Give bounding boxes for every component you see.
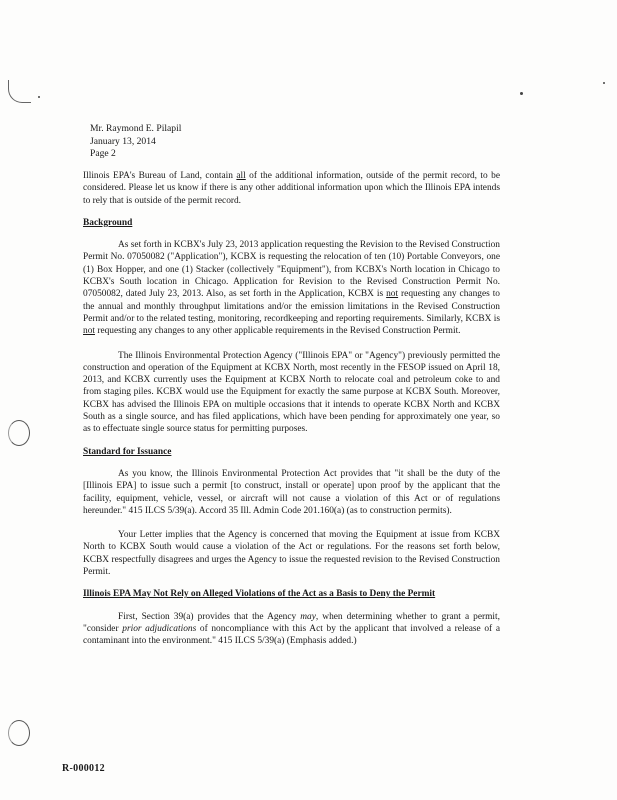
- scan-corner-mark: [8, 80, 31, 103]
- section-heading-background: Background: [83, 217, 133, 228]
- intro-paragraph: Illinois EPA's Bureau of Land, contain all of the additional information, outside of the permit record, to be considered. Please let us know if there is any other additional information upon which the Illinois EPA intends to rely that is outside of the permit record.: [83, 171, 500, 206]
- punch-hole-mark: [8, 720, 30, 746]
- letter-header: [90, 123, 181, 161]
- section-heading-violations: Illinois EPA May Not Rely on Alleged Violations of the Act as a Basis to Deny the Permit: [83, 589, 436, 600]
- scan-speck: [38, 96, 40, 98]
- scan-speck: [603, 82, 605, 84]
- letter-date: January 13, 2014: [90, 135, 156, 147]
- scan-speck: [520, 92, 523, 95]
- recipient-name: Mr. Raymond E. Pilapil: [90, 123, 182, 134]
- standard-paragraph-1: As you know, the Illinois Environmental Protection Act provides that "it shall be the duty of the [Illinois EPA] to issue such a permit [to construct, install or operate] upon proof by the applicant that the facility, equipment, vehicle, vessel, or aircraft will not cause a violation of this Act or of regulations hereunder." 415 ILCS 5/39(a). Accord 35 Ill. Admin Code 201.160(a) (as to construction permits).: [83, 468, 500, 516]
- standard-paragraph-2: Your Letter implies that the Agency is concerned that moving the Equipment at issue from KCBX North to KCBX South would cause a violation of the Act or regulations. For the reasons set forth below, KCBX respectfully disagrees and urges the Agency to issue the requested revision to the Revised Construction Permit.: [83, 530, 500, 578]
- bates-number: R-000012: [62, 763, 105, 774]
- background-paragraph-2: The Illinois Environmental Protection Agency ("Illinois EPA" or "Agency") previously permitted the construction and operation of the Equipment at KCBX North, most recently in the FESOP issued on April 18, 2013, and KCBX currently uses the Equipment at KCBX North to relocate coal and petroleum coke to and from staging piles. KCBX would use the Equipment for exactly the same purpose at KCBX South. Moreover, KCBX has advised the Illinois EPA on multiple occasions that it intends to operate KCBX North and KCBX South as a single source, and has filed applications, which have been pending for approximately one year, so as to effectuate single source status for permitting purposes.: [83, 350, 500, 435]
- section-heading-standard: Standard for Issuance: [83, 446, 172, 457]
- violations-paragraph-1: First, Section 39(a) provides that the Agency may, when determining whether to grant a permit, "consider prior adjudications of noncompliance with this Act by the applicant that involved a release of a contaminant into the environment." 415 ILCS 5/39(a) (Emphasis added.): [83, 611, 500, 647]
- background-paragraph-1: As set forth in KCBX's July 23, 2013 application requesting the Revision to the Revised Construction Permit No. 07050082 ("Application"), KCBX is requesting the relocation of ten (10) Portable Conveyors, one (1) Box Hopper, and one (1) Stacker (collectively "Equipment"), from KCBX's North location in Chicago to KCBX's South location in Chicago. Application for Revision to the Revised Construction Permit No. 07050082, dated July 23, 2013. Also, as set forth in the Application, KCBX is not requesting any changes to the annual and monthly throughput limitations and/or the emission limitations in the Revised Construction Permit and/or to the related testing, monitoring, recordkeeping and reporting requirements. Similarly, KCBX is not requesting any changes to any other applicable requirements in the Revised Construction Permit.: [83, 240, 500, 337]
- page-number: Page 2: [90, 148, 116, 159]
- letter-body: [83, 170, 500, 648]
- punch-hole-mark: [8, 420, 30, 446]
